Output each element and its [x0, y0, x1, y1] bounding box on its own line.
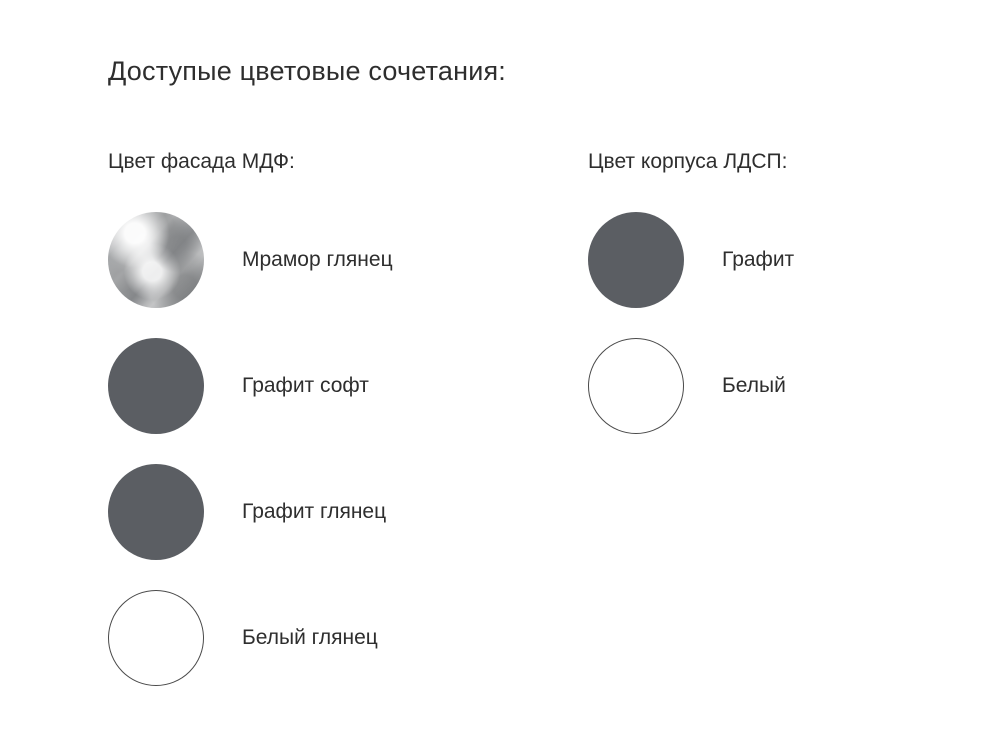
swatch-label: Мрамор глянец — [242, 248, 393, 271]
list-item[interactable] — [108, 338, 393, 434]
list-item[interactable] — [588, 212, 794, 308]
graphite-swatch[interactable] — [108, 338, 204, 434]
list-item[interactable] — [108, 464, 393, 560]
graphite-swatch[interactable] — [588, 212, 684, 308]
swatch-label: Графит глянец — [242, 500, 387, 523]
swatch-label: Белый — [722, 374, 786, 397]
facade-color-column — [108, 150, 393, 686]
list-item[interactable] — [108, 212, 393, 308]
swatch-label: Графит софт — [242, 374, 369, 397]
swatch-label: Белый глянец — [242, 626, 378, 649]
white-swatch[interactable] — [108, 590, 204, 686]
body-column-heading: Цвет корпуса ЛДСП: — [588, 150, 788, 173]
marble-swatch[interactable] — [108, 212, 204, 308]
body-color-column — [588, 150, 794, 434]
graphite-swatch[interactable] — [108, 464, 204, 560]
swatch-label: Графит — [722, 248, 795, 271]
facade-column-heading: Цвет фасада МДФ: — [108, 150, 295, 173]
white-swatch[interactable] — [588, 338, 684, 434]
list-item[interactable] — [108, 590, 393, 686]
list-item[interactable] — [588, 338, 794, 434]
page-title: Доступые цветовые сочетания: — [108, 56, 506, 86]
